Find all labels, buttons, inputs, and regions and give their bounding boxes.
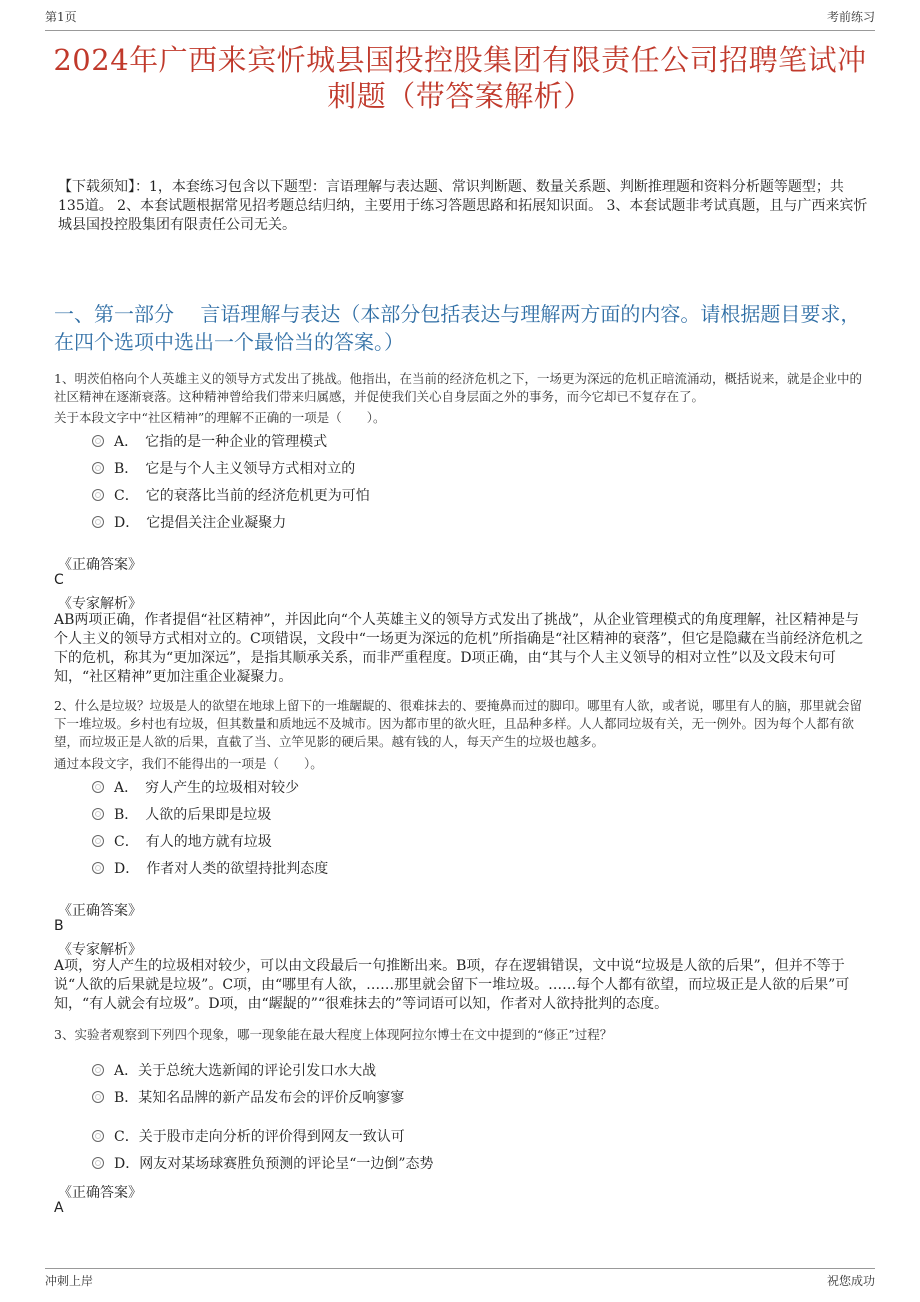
radio-icon[interactable]	[92, 516, 104, 528]
question-2-option-a[interactable]	[92, 777, 299, 797]
question-2-analysis-label: 《专家解析》	[58, 942, 142, 958]
header-page-number: 第1页	[45, 10, 77, 24]
option-label: A． 穷人产生的垃圾相对较少	[114, 780, 300, 796]
question-1-option-a[interactable]	[92, 431, 327, 451]
radio-icon[interactable]	[92, 462, 104, 474]
question-2-ask: 通过本段文字，我们不能得出的一项是（ ）。	[54, 756, 323, 771]
option-label: B． 人欲的后果即是垃圾	[114, 807, 272, 823]
option-label: C．关于股市走向分析的评价得到网友一致认可	[114, 1129, 405, 1145]
question-3-option-c[interactable]	[92, 1126, 405, 1146]
question-2-analysis: A项，穷人产生的垃圾相对较少，可以由文段最后一句推断出来。B项，存在逻辑错误，文中说“垃圾是人欲的后果”，但并不等于说“人欲的后果就是垃圾”。C项，由“哪里有人欲，……那里就会留下一堆垃圾。……每个人都有欲望，而垃圾正是人欲的后果”可知，“有人就会有垃圾”。D项，由“龌龊的”“很难抹去的”等词语可以知，作者对人欲持批判的态度。	[54, 958, 850, 1012]
download-notice: 【下载须知】：1，本套练习包含以下题型：言语理解与表达题、常识判断题、数量关系题、判断推理题和资料分析题等题型；共135道。 2、本套试题根据常见招考题总结归纳，主要用于练习答题思路和拓展知识面。 3、本套试题非考试真题，且与广西来宾忻城县国投控股集团有限责任公司无关。	[58, 179, 868, 233]
option-label: C． 有人的地方就有垃圾	[114, 834, 272, 850]
radio-icon[interactable]	[92, 1157, 104, 1169]
question-2-answer: B	[54, 918, 64, 934]
question-2-option-b[interactable]	[92, 804, 271, 824]
option-label: A．关于总统大选新闻的评论引发口水大战	[114, 1063, 377, 1079]
question-1-analysis: AB两项正确，作者提倡“社区精神”，并因此向“个人英雄主义的领导方式发出了挑战”，从企业管理模式的角度理解，社区精神是与个人主义的领导方式相对立的。C项错误，文段中“一场更为深远的危机”所指确是“社区精神的衰落”，但它是隐藏在当前经济危机之下的危机，称其为“更加深远”，是指其顺承关系，而非严重程度。D项正确，由“其与个人主义领导的相对立性”以及文段末句可知，“社区精神”更加注重企业凝聚力。	[54, 612, 864, 685]
option-label: C． 它的衰落比当前的经济危机更为可怕	[114, 488, 370, 504]
question-1-analysis-label: 《专家解析》	[58, 596, 142, 612]
option-label: A． 它指的是一种企业的管理模式	[114, 434, 328, 450]
radio-icon[interactable]	[92, 781, 104, 793]
header-tag: 考前练习	[826, 10, 875, 24]
radio-icon[interactable]	[92, 1130, 104, 1142]
radio-icon[interactable]	[92, 489, 104, 501]
question-1-option-b[interactable]	[92, 458, 355, 478]
radio-icon[interactable]	[92, 1064, 104, 1076]
option-label: D．网友对某场球赛胜负预测的评论呈“一边倒”态势	[114, 1156, 434, 1172]
question-1-answer: C	[54, 572, 64, 588]
section-heading: 一、第一部分 言语理解与表达（本部分包括表达与理解两方面的内容。请根据题目要求，在四个选项中选出一个最恰当的答案。）	[54, 302, 861, 354]
header-divider	[45, 30, 875, 31]
radio-icon[interactable]	[92, 808, 104, 820]
page-title: 2024年广西来宾忻城县国投控股集团有限责任公司招聘笔试冲刺题（带答案解析）	[53, 43, 867, 113]
footer-right-text: 祝您成功	[826, 1274, 875, 1288]
question-1-answer-label: 《正确答案》	[58, 557, 142, 573]
question-3-option-b[interactable]	[92, 1087, 404, 1107]
radio-icon[interactable]	[92, 1091, 104, 1103]
option-label: D． 它提倡关注企业凝聚力	[114, 515, 287, 531]
question-1-option-d[interactable]	[92, 512, 286, 532]
question-3-answer-label: 《正确答案》	[58, 1185, 142, 1201]
question-3-option-a[interactable]	[92, 1060, 376, 1080]
footer-divider	[45, 1268, 875, 1269]
question-2-stem: 2、什么是垃圾？垃圾是人的欲望在地球上留下的一堆龌龊的、很难抹去的、要掩鼻而过的脚印。哪里有人欲，或者说，哪里有人的脑，那里就会留下一堆垃圾。乡村也有垃圾，但其数量和质地远不及城市。因为都市里的欲火旺，且品种多样。人人都同垃圾有关，无一例外。因为每个人都有欲望，而垃圾正是人欲的后果，直截了当、立竿见影的硬后果。越有钱的人，每天产生的垃圾也越多。	[54, 698, 862, 749]
question-2-option-d[interactable]	[92, 858, 328, 878]
radio-icon[interactable]	[92, 435, 104, 447]
radio-icon[interactable]	[92, 862, 104, 874]
footer-left-text: 冲刺上岸	[45, 1274, 94, 1288]
question-3-stem: 3、实验者观察到下列四个现象，哪一现象能在最大程度上体现阿拉尔博士在文中提到的“修正”过程？	[54, 1027, 613, 1042]
radio-icon[interactable]	[92, 835, 104, 847]
question-1-stem: 1、明茨伯格向个人英雄主义的领导方式发出了挑战。他指出，在当前的经济危机之下，一场更为深远的危机正暗流涌动，概括说来，就是企业中的社区精神在逐渐衰落。这种精神曾给我们带来归属感，并促使我们关心自身层面之外的事务，而今它却已不复存在了。	[54, 371, 862, 404]
question-2-option-c[interactable]	[92, 831, 272, 851]
question-3-option-d[interactable]	[92, 1153, 434, 1173]
question-2-answer-label: 《正确答案》	[58, 903, 142, 919]
option-label: B．某知名品牌的新产品发布会的评价反响寥寥	[114, 1090, 405, 1106]
question-3-answer: A	[54, 1200, 64, 1216]
question-1-option-c[interactable]	[92, 485, 370, 505]
question-1-ask: 关于本段文字中“社区精神”的理解不正确的一项是（ ）。	[54, 410, 386, 425]
option-label: D． 作者对人类的欲望持批判态度	[114, 861, 329, 877]
option-label: B． 它是与个人主义领导方式相对立的	[114, 461, 356, 477]
